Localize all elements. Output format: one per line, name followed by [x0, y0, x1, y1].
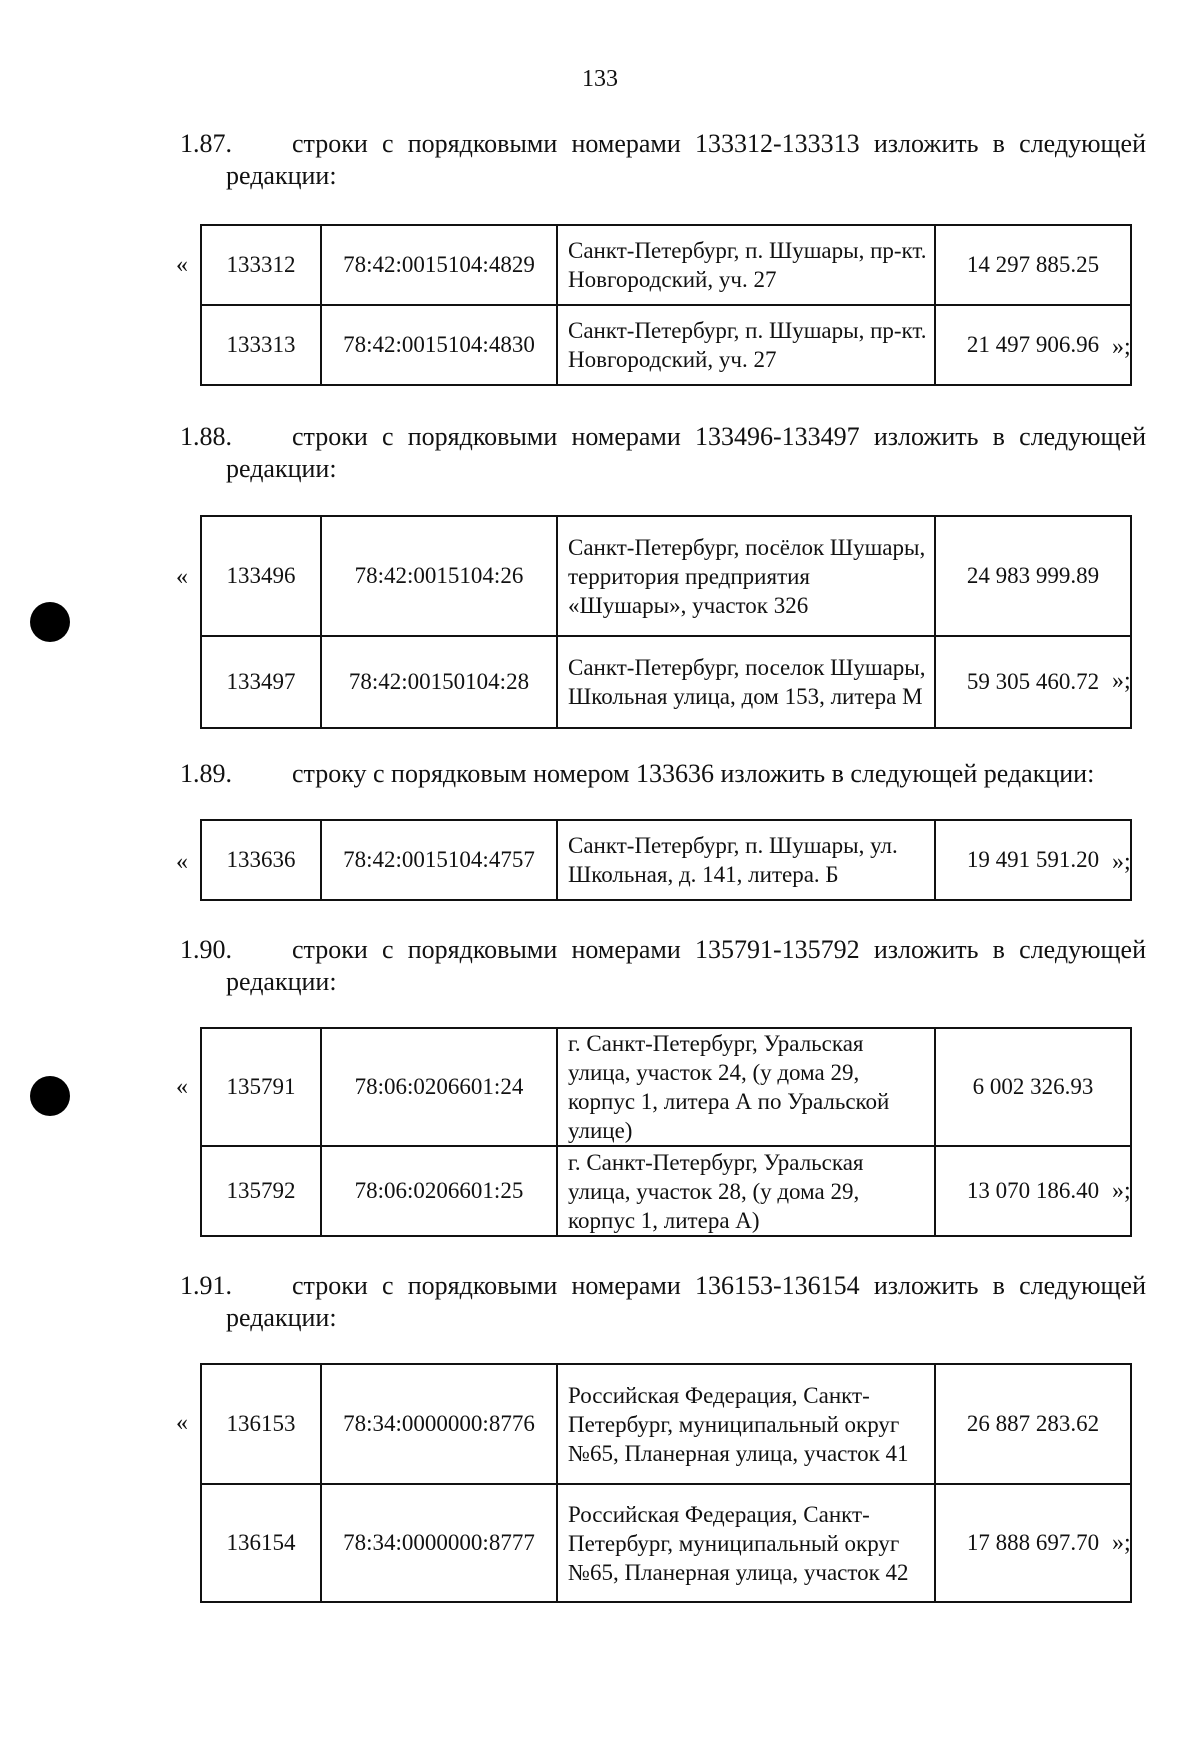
paragraph-1-91: [180, 1270, 1146, 1334]
opening-quote: «: [176, 1410, 188, 1436]
amendment-table-1-87: [200, 224, 1132, 386]
row-number-cell: 133497: [201, 636, 321, 728]
cadastral-number-cell: 78:42:0015104:26: [321, 516, 557, 636]
table-row: [201, 516, 1131, 636]
cadastral-number-cell: 78:34:0000000:8776: [321, 1364, 557, 1484]
value-cell: 26 887 283.62: [935, 1364, 1131, 1484]
closing-quote: »;: [1112, 668, 1131, 694]
value-cell: 24 983 999.89: [935, 516, 1131, 636]
value-cell: 21 497 906.96: [935, 305, 1131, 385]
cadastral-number-cell: 78:06:0206601:25: [321, 1146, 557, 1236]
opening-quote: «: [176, 252, 188, 278]
amendment-table-1-89: [200, 819, 1132, 901]
row-number-cell: 133313: [201, 305, 321, 385]
paragraph-number: 1.89.: [180, 759, 232, 788]
address-cell: Санкт-Петербург, поселок Шушары, Школьная улица, дом 153, литера М: [557, 636, 935, 728]
paragraph-1-89: [180, 758, 1146, 790]
row-number-cell: 136153: [201, 1364, 321, 1484]
paragraph-text-continued: редакции:: [226, 1303, 337, 1332]
paragraph-text-continued: редакции:: [226, 161, 337, 190]
table-row: [201, 820, 1131, 900]
paragraph-number: 1.88.: [180, 422, 232, 451]
row-number-cell: 133496: [201, 516, 321, 636]
value-cell: 14 297 885.25: [935, 225, 1131, 305]
binder-hole-mark: [30, 602, 70, 642]
table-row: [201, 305, 1131, 385]
row-number-cell: 136154: [201, 1484, 321, 1602]
table-row: [201, 1146, 1131, 1236]
paragraph-1-87: [180, 128, 1146, 192]
closing-quote: »;: [1112, 334, 1131, 360]
paragraph-text: строки с порядковыми номерами 135791-135792 изложить в следующей: [292, 935, 1146, 964]
amendment-table-1-90: [200, 1027, 1132, 1237]
paragraph-text: строки с порядковыми номерами 133496-133497 изложить в следующей: [292, 422, 1146, 451]
address-cell: Санкт-Петербург, п. Шушары, пр-кт. Новгородский, уч. 27: [557, 225, 935, 305]
paragraph-text: строки с порядковыми номерами 133312-133313 изложить в следующей: [292, 129, 1146, 158]
cadastral-number-cell: 78:42:0015104:4829: [321, 225, 557, 305]
address-cell: Российская Федерация, Санкт-Петербург, муниципальный округ №65, Планерная улица, участок 42: [557, 1484, 935, 1602]
table-row: [201, 636, 1131, 728]
value-cell: 17 888 697.70: [935, 1484, 1131, 1602]
cadastral-number-cell: 78:06:0206601:24: [321, 1028, 557, 1146]
value-cell: 13 070 186.40: [935, 1146, 1131, 1236]
closing-quote: »;: [1112, 1178, 1131, 1204]
table-row: [201, 1484, 1131, 1602]
binder-hole-mark: [30, 1076, 70, 1116]
paragraph-text-continued: редакции:: [226, 454, 337, 483]
paragraph-number: 1.90.: [180, 935, 232, 964]
page-number: 133: [582, 66, 618, 92]
table-row: [201, 1364, 1131, 1484]
paragraph-text: строки с порядковыми номерами 136153-136154 изложить в следующей: [292, 1271, 1146, 1300]
address-cell: Санкт-Петербург, посёлок Шушары, территория предприятия «Шушары», участок 326: [557, 516, 935, 636]
paragraph-1-90: [180, 934, 1146, 998]
paragraph-number: 1.91.: [180, 1271, 232, 1300]
closing-quote: »;: [1112, 849, 1131, 875]
table-row: [201, 1028, 1131, 1146]
paragraph-text-continued: редакции:: [226, 967, 337, 996]
table-row: [201, 225, 1131, 305]
row-number-cell: 133636: [201, 820, 321, 900]
amendment-table-1-91: [200, 1363, 1132, 1603]
closing-quote: »;: [1112, 1530, 1131, 1556]
opening-quote: «: [176, 849, 188, 875]
cadastral-number-cell: 78:34:0000000:8777: [321, 1484, 557, 1602]
opening-quote: «: [176, 1074, 188, 1100]
cadastral-number-cell: 78:42:00150104:28: [321, 636, 557, 728]
paragraph-text: строку с порядковым номером 133636 изложить в следующей редакции:: [292, 759, 1095, 788]
paragraph-1-88: [180, 421, 1146, 485]
row-number-cell: 135791: [201, 1028, 321, 1146]
opening-quote: «: [176, 564, 188, 590]
amendment-table-1-88: [200, 515, 1132, 729]
value-cell: 19 491 591.20: [935, 820, 1131, 900]
cadastral-number-cell: 78:42:0015104:4757: [321, 820, 557, 900]
address-cell: Российская Федерация, Санкт-Петербург, муниципальный округ №65, Планерная улица, участок 41: [557, 1364, 935, 1484]
value-cell: 59 305 460.72: [935, 636, 1131, 728]
paragraph-number: 1.87.: [180, 129, 232, 158]
address-cell: г. Санкт-Петербург, Уральская улица, участок 24, (у дома 29, корпус 1, литера А по Уральской улице): [557, 1028, 935, 1146]
address-cell: Санкт-Петербург, п. Шушары, пр-кт. Новгородский, уч. 27: [557, 305, 935, 385]
row-number-cell: 135792: [201, 1146, 321, 1236]
value-cell: 6 002 326.93: [935, 1028, 1131, 1146]
row-number-cell: 133312: [201, 225, 321, 305]
address-cell: Санкт-Петербург, п. Шушары, ул. Школьная, д. 141, литера. Б: [557, 820, 935, 900]
address-cell: г. Санкт-Петербург, Уральская улица, участок 28, (у дома 29, корпус 1, литера А): [557, 1146, 935, 1236]
cadastral-number-cell: 78:42:0015104:4830: [321, 305, 557, 385]
